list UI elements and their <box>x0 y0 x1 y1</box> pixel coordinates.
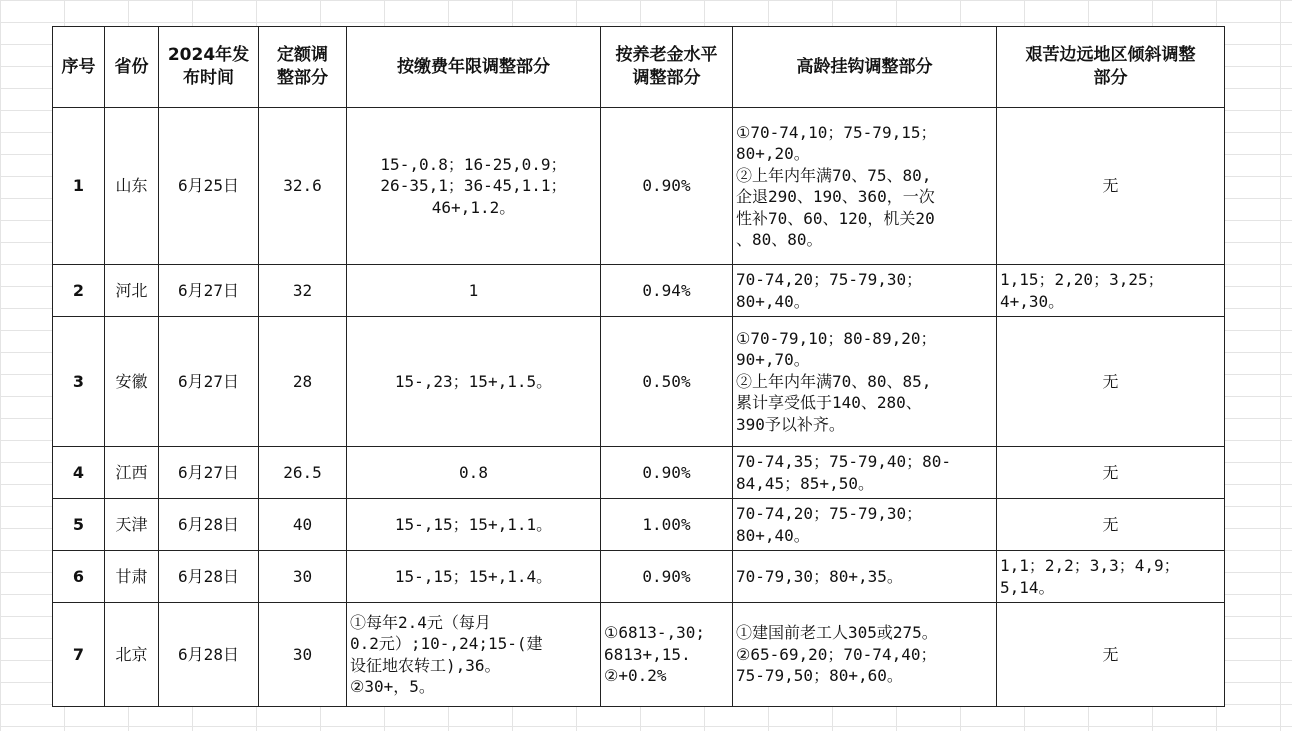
cell-line: 26-35,1；36-45,1.1； <box>380 176 567 196</box>
date-cell <box>159 551 259 603</box>
cell-line: 0.50% <box>642 371 691 391</box>
date-cell <box>159 265 259 317</box>
cell-line: 6813+,15. <box>604 644 691 664</box>
fixed-amount-cell <box>259 447 347 499</box>
pension-level-cell <box>601 108 733 265</box>
cell-line: 15-,0.8；16-25,0.9； <box>380 154 567 174</box>
date-cell <box>159 603 259 707</box>
date-cell <box>159 108 259 265</box>
pension-level-cell <box>601 447 733 499</box>
cell-line: 无 <box>1102 176 1119 196</box>
cell-line: 70-79,30；80+,35。 <box>736 566 903 586</box>
cell-text: 6月27日 <box>178 280 239 300</box>
pension-level-cell <box>601 603 733 707</box>
seq-cell <box>53 603 105 707</box>
cell-line: 、80、80。 <box>736 230 823 249</box>
province-cell <box>105 447 159 499</box>
cell-text: 28 <box>292 371 313 391</box>
pension-level-cell <box>601 499 733 551</box>
cell-text: 江西 <box>115 462 148 482</box>
cell-text: 6 <box>72 566 85 586</box>
remote-area-cell <box>997 447 1225 499</box>
cell-text: 26.5 <box>283 462 322 482</box>
cell-line: 1.00% <box>642 514 691 534</box>
cell-line: 80+,40。 <box>736 291 810 311</box>
cell-text: 6月28日 <box>178 514 239 534</box>
date-cell <box>159 499 259 551</box>
province-cell <box>105 603 159 707</box>
cell-line: ②上年内年满70、80、85, <box>736 371 932 391</box>
table-row <box>53 551 1225 603</box>
cell-line: 5,14。 <box>1000 577 1055 597</box>
pension-level-cell <box>601 551 733 603</box>
cell-line: ②上年内年满70、75、80, <box>736 165 932 185</box>
cell-line: 0.8 <box>459 462 488 482</box>
seq-cell <box>53 317 105 447</box>
seq-cell <box>53 447 105 499</box>
header-release-time: 2024年发 布时间 <box>159 27 259 108</box>
province-cell <box>105 265 159 317</box>
cell-text: 6月25日 <box>178 176 239 196</box>
cell-text: 河北 <box>115 280 148 300</box>
table-row <box>53 317 1225 447</box>
table-row <box>53 447 1225 499</box>
table-row <box>53 108 1225 265</box>
cell-text: 6月28日 <box>178 566 239 586</box>
cell-line: 70-74,35；75-79,40；80- <box>736 452 952 471</box>
pension-level-cell <box>601 317 733 447</box>
cell-text: 山东 <box>115 176 148 196</box>
header-row <box>53 27 1225 108</box>
contribution-years-cell <box>347 265 601 317</box>
province-cell <box>105 317 159 447</box>
cell-line: 无 <box>1102 514 1119 534</box>
cell-line: 企退290、190、360，一次 <box>736 187 935 206</box>
cell-line: 1,1；2,2；3,3；4,9； <box>1000 556 1180 575</box>
province-cell <box>105 551 159 603</box>
cell-text: 甘肃 <box>115 566 148 586</box>
age-linked-cell <box>733 317 997 447</box>
cell-line: 70-74,20；75-79,30； <box>736 270 923 289</box>
cell-line: 累计享受低于140、280、 <box>736 393 922 413</box>
cell-text: 6月27日 <box>178 462 239 482</box>
cell-line: 80+,40。 <box>736 525 810 545</box>
age-linked-cell <box>733 603 997 707</box>
contribution-years-cell <box>347 603 601 707</box>
date-cell <box>159 447 259 499</box>
header-age-linked: 高龄挂钩调整部分 <box>733 27 997 108</box>
cell-line: 46+,1.2。 <box>431 197 516 217</box>
fixed-amount-cell <box>259 317 347 447</box>
cell-line: 无 <box>1102 371 1119 391</box>
age-linked-cell <box>733 499 997 551</box>
cell-text: 安徽 <box>115 371 148 391</box>
table-row <box>53 265 1225 317</box>
cell-line: 75-79,50；80+,60。 <box>736 666 903 686</box>
header-province: 省份 <box>105 27 159 108</box>
cell-text: 北京 <box>115 644 148 664</box>
cell-line: 0.90% <box>642 176 691 196</box>
header-pension-level: 按养老金水平 调整部分 <box>601 27 733 108</box>
cell-line: 无 <box>1102 462 1119 482</box>
cell-line: 15-,15；15+,1.4。 <box>394 566 553 586</box>
fixed-amount-cell <box>259 108 347 265</box>
cell-line: 0.2元）;10-,24;15-(建 <box>350 634 543 653</box>
cell-line: 1 <box>468 280 479 300</box>
cell-line: ①6813-,30; <box>604 623 706 643</box>
remote-area-cell <box>997 317 1225 447</box>
fixed-amount-cell <box>259 499 347 551</box>
cell-text: 4 <box>72 462 85 482</box>
cell-line: 0.90% <box>642 462 691 482</box>
seq-cell <box>53 265 105 317</box>
contribution-years-cell <box>347 551 601 603</box>
cell-text: 40 <box>292 514 313 534</box>
table-row <box>53 603 1225 707</box>
pension-adjustment-table <box>52 26 1225 707</box>
cell-line: ②+0.2% <box>604 666 667 686</box>
cell-line: ①建国前老工人305或275。 <box>736 623 938 643</box>
cell-text: 32 <box>292 280 313 300</box>
remote-area-cell <box>997 603 1225 707</box>
cell-text: 30 <box>292 566 313 586</box>
remote-area-cell <box>997 551 1225 603</box>
cell-text: 天津 <box>115 514 148 534</box>
cell-line: 80+,20。 <box>736 144 810 163</box>
remote-area-cell <box>997 499 1225 551</box>
province-cell <box>105 108 159 265</box>
cell-text: 3 <box>72 371 85 391</box>
age-linked-cell <box>733 447 997 499</box>
header-fixed-amount: 定额调 整部分 <box>259 27 347 108</box>
fixed-amount-cell <box>259 551 347 603</box>
seq-cell <box>53 499 105 551</box>
remote-area-cell <box>997 265 1225 317</box>
cell-text: 6月28日 <box>178 644 239 664</box>
header-seq: 序号 <box>53 27 105 108</box>
age-linked-cell <box>733 265 997 317</box>
cell-line: 设征地农转工),36。 <box>350 655 501 675</box>
table-body <box>53 108 1225 707</box>
cell-line: 90+,70。 <box>736 350 810 370</box>
cell-text: 7 <box>72 644 85 664</box>
cell-line: 84,45；85+,50。 <box>736 473 874 493</box>
table-row <box>53 499 1225 551</box>
contribution-years-cell <box>347 447 601 499</box>
cell-line: 无 <box>1102 644 1119 664</box>
cell-text: 6月27日 <box>178 371 239 391</box>
cell-text: 5 <box>72 514 85 534</box>
cell-line: 性补70、60、120，机关20 <box>736 208 935 228</box>
cell-line: 0.90% <box>642 566 691 586</box>
pension-level-cell <box>601 265 733 317</box>
remote-area-cell <box>997 108 1225 265</box>
cell-text: 2 <box>72 280 85 300</box>
fixed-amount-cell <box>259 603 347 707</box>
cell-text: 30 <box>292 644 313 664</box>
cell-line: ②30+，5。 <box>350 677 435 696</box>
seq-cell <box>53 551 105 603</box>
cell-line: ①每年2.4元（每月 <box>350 612 491 632</box>
date-cell <box>159 317 259 447</box>
cell-line: 70-74,20；75-79,30； <box>736 504 923 523</box>
province-cell <box>105 499 159 551</box>
cell-line: 15-,23；15+,1.5。 <box>394 371 553 391</box>
cell-line: ②65-69,20；70-74,40； <box>736 644 937 664</box>
cell-line: 390予以补齐。 <box>736 414 845 434</box>
contribution-years-cell <box>347 499 601 551</box>
contribution-years-cell <box>347 108 601 265</box>
cell-line: 0.94% <box>642 280 691 300</box>
cell-line: 1,15；2,20；3,25； <box>1000 270 1164 289</box>
seq-cell <box>53 108 105 265</box>
cell-line: ①70-79,10；80-89,20； <box>736 328 937 348</box>
cell-line: 4+,30。 <box>1000 291 1065 311</box>
cell-text: 32.6 <box>283 176 322 196</box>
cell-line: 15-,15；15+,1.1。 <box>394 514 553 534</box>
age-linked-cell <box>733 108 997 265</box>
header-contribution-years: 按缴费年限调整部分 <box>347 27 601 108</box>
cell-line: ①70-74,10；75-79,15； <box>736 122 937 142</box>
fixed-amount-cell <box>259 265 347 317</box>
age-linked-cell <box>733 551 997 603</box>
header-remote-area: 艰苦边远地区倾斜调整 部分 <box>997 27 1225 108</box>
contribution-years-cell <box>347 317 601 447</box>
cell-text: 1 <box>72 176 85 196</box>
